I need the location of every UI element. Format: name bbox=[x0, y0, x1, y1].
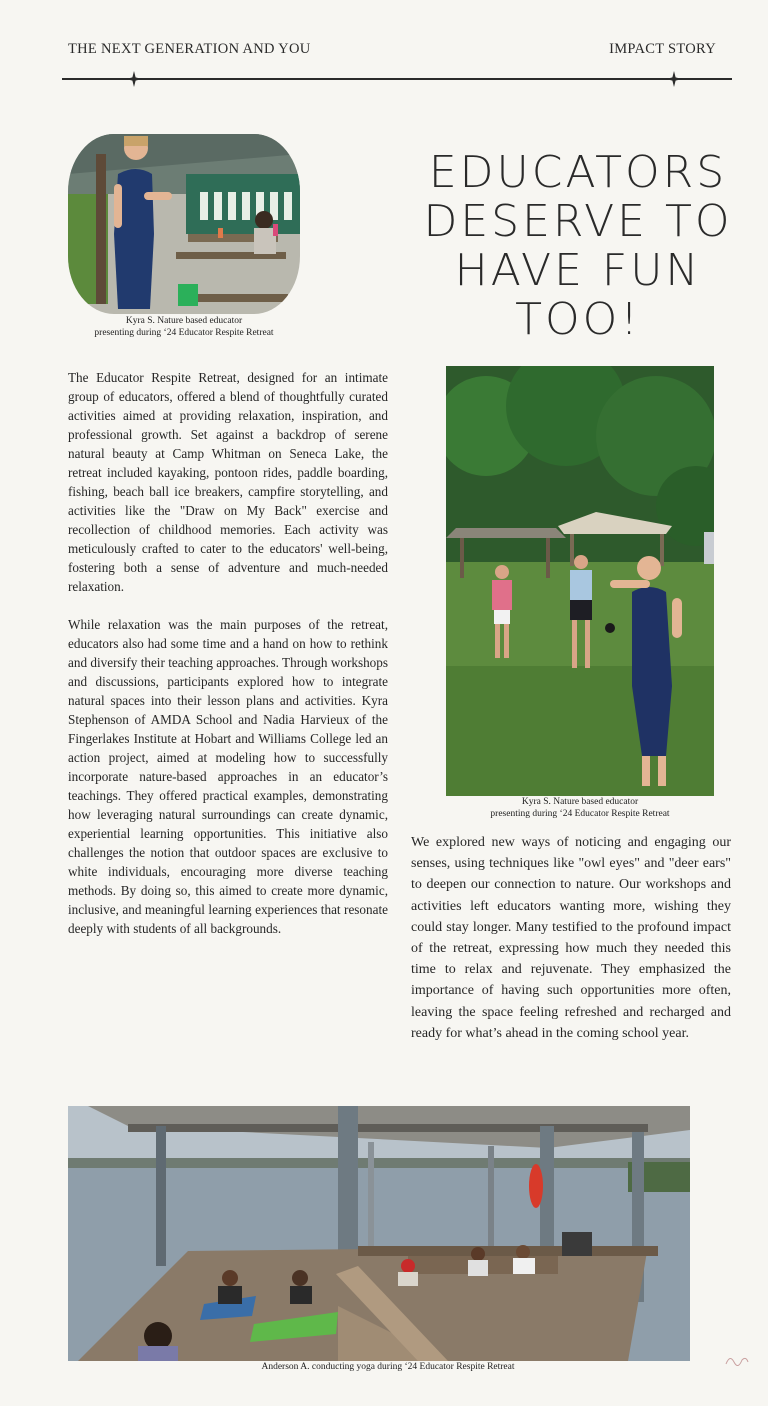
body-paragraph: We explored new ways of noticing and engaging our senses, using techniques like "owl eyes" and "deer ears" to deepen our connection to nature. Our workshops and activities left educators wanting more, wishing they could stay longer. Many testified to the profound impact of the retreat, expressing how much they needed this time to relax and rejuvenate. They emphasized the importance of having such opportunities more often, leaving the space feeling refreshed and recharged and ready for what’s ahead in the coming school year. bbox=[411, 835, 731, 1041]
signature-mark-icon bbox=[724, 1352, 750, 1368]
header-category-label: IMPACT STORY bbox=[609, 41, 716, 57]
pavilion-presentation-photo bbox=[68, 134, 300, 314]
caption-line: Kyra S. Nature based educator bbox=[521, 797, 639, 807]
divider-star-icon bbox=[666, 71, 682, 87]
right-column-text bbox=[411, 832, 731, 1063]
caption-line: Kyra S. Nature based educator bbox=[125, 316, 243, 326]
caption-line: presenting during ‘24 Educator Respite Retreat bbox=[490, 809, 670, 819]
header-section-label: THE NEXT GENERATION AND YOU bbox=[68, 41, 311, 57]
page-title: EDUCATORS DESERVE TO HAVE FUN TOO! bbox=[423, 147, 733, 345]
body-paragraph: The Educator Respite Retreat, designed for an intimate group of educators, offered a blend of thoughtfully curated activities aimed at providing relaxation, inspiration, and professional growth. Set against a backdrop of serene natural beauty at Camp Whitman on Seneca Lake, the retreat included kayaking, pontoon rides, paddle boarding, fishing, beach ball ice breakers, campfire storytelling, and activities like the "Draw on My Back" exercise and recollection of childhood memories. Each activity was meticulously crafted to cater to the educators' well-being, fostering both a sense of adventure and much-needed relaxation. bbox=[68, 370, 388, 594]
dock-yoga-photo bbox=[68, 1106, 690, 1361]
left-column-text bbox=[68, 368, 388, 957]
body-paragraph: While relaxation was the main purposes of the retreat, educators also had some time and a hand on how to rethink and diversify their teaching approaches. Through workshops and discussions, participants explored how to integrate natural spaces into their lesson plans and activities. Kyra Stephenson of AMDA School and Nadia Harvieux of the Fingerlakes Institute at Hobart and Williams College led an action project, aimed at modeling how to successfully incorporate nature-based approaches in an educator’s teachings. They offered practical examples, demonstrating how leveraging natural surroundings can create dynamic, experiential learning opportunities. This initiative also challenges the notion that outdoor spaces are exclusive to white individuals, encouraging more diverse teaching methods. By doing so, this aimed to create more dynamic, inclusive, and meaningful learning experiences that resonate deeply with students of all backgrounds. bbox=[68, 617, 388, 936]
bottom-photo-caption: Anderson A. conducting yoga during ‘24 Educator Respite Retreat bbox=[261, 1362, 515, 1372]
field-activity-photo bbox=[446, 366, 714, 796]
right-photo-caption bbox=[446, 796, 714, 820]
divider-star-icon bbox=[126, 71, 142, 87]
caption-line: presenting during ‘24 Educator Respite Retreat bbox=[94, 328, 274, 338]
header-divider bbox=[62, 78, 732, 80]
top-photo-caption bbox=[68, 315, 300, 339]
